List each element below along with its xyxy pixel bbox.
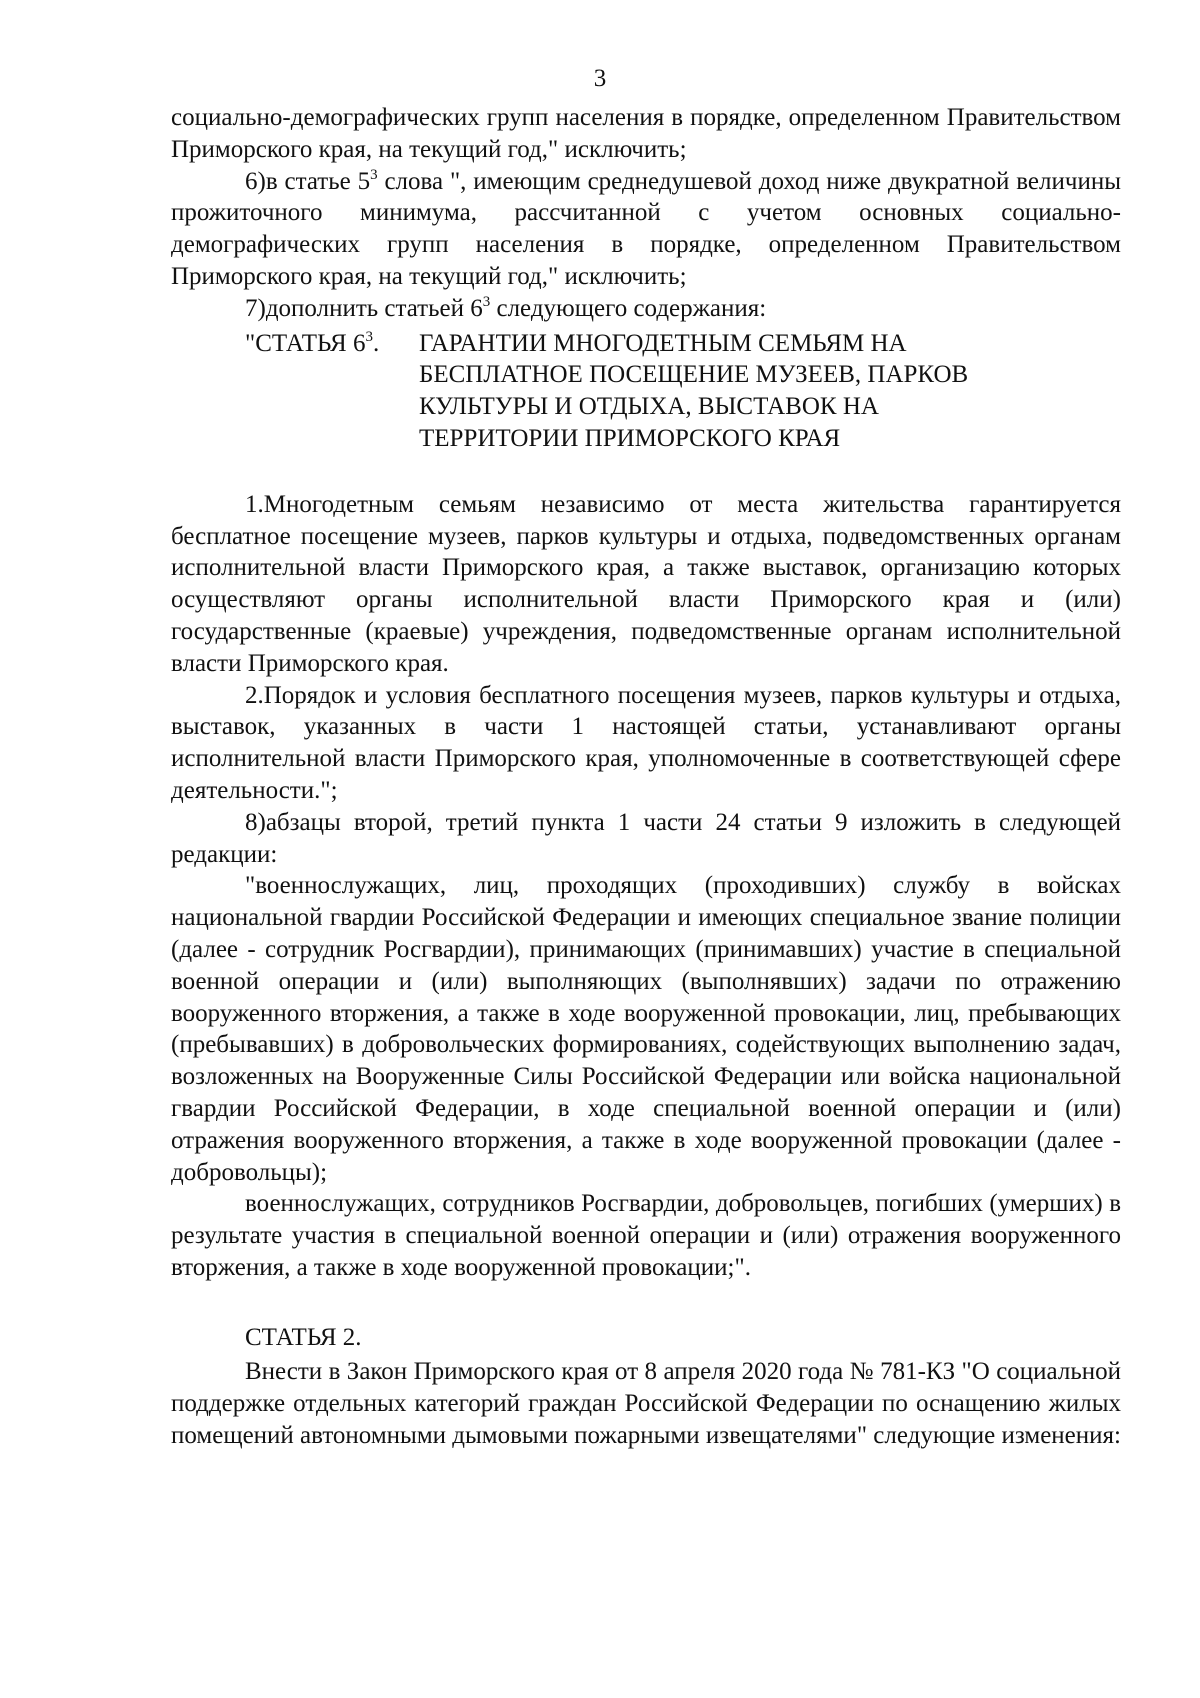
superscript: 3: [370, 166, 378, 183]
superscript: 3: [482, 293, 491, 310]
article-title: ГАРАНТИИ МНОГОДЕТНЫМ СЕМЬЯМ НА БЕСПЛАТНОЕ ПОСЕЩЕНИЕ МУЗЕЕВ, ПАРКОВ КУЛЬТУРЫ И ОТДЫХА, ВЫСТАВОК НА ТЕРРИТОРИИ ПРИМОРСКОГО КРАЯ: [419, 329, 969, 452]
paragraph: 1.Многодетным семьям независимо от места жительства гарантируется бесплатное посещение музеев, парков культуры и отдыха, подведомственных органам исполнительной власти Приморского края, а также выставок, организацию которых осуществляют органы исполнительной власти Приморского края и (или) государственные (краевые) учреждения, подведомственные органам исполнительной власти Приморского края.: [171, 490, 1121, 677]
spacer: [171, 455, 1121, 489]
item-7-text: следующего содержания:: [490, 294, 767, 322]
paragraph: военнослужащих, сотрудников Росгвардии, добровольцев, погибших (умерших) в результате участия в специальной военной операции и (или) отражения вооруженного вторжения, а также в ходе вооруженной провокации;".: [171, 1190, 1121, 1281]
article-number: [171, 328, 419, 455]
paragraph-item-7: [171, 293, 1121, 325]
article-2-heading: СТАТЬЯ 2.: [245, 1323, 362, 1351]
article-number-dot: .: [372, 329, 380, 357]
article-number-text: "СТАТЬЯ 6: [245, 329, 366, 357]
paragraph: социально-демографических групп населения в порядке, определенном Правительством Приморского края, на текущий год," исключить;: [171, 104, 1121, 163]
item-6-text: слова ", имеющим среднедушевой доход ниже двукратной величины прожиточного минимума, рассчитанной с учетом основных социально-демографических групп населения в порядке, определенном Правительством Приморского края, на текущий год," исключить;: [171, 167, 1122, 290]
paragraph: "военнослужащих, лиц, проходящих (проходивших) службу в войсках национальной гвардии Российской Федерации и имеющих специальное звание полиции (далее - сотрудник Росгвардии), принимающих (принимавших) участие в специальной военной операции и (или) выполняющих (выполнявших) задачи по отражению вооруженного вторжения, а также в ходе вооруженной провокации, лиц, пребывающих (пребывавших) в добровольческих формированиях, содействующих выполнению задач, возложенных на Вооруженные Силы Российской Федерации или войска национальной гвардии Российской Федерации, в ходе специальной военной операции и (или) отражения вооруженного вторжения, а также в ходе вооруженной провокации (далее - добровольцы);: [171, 872, 1121, 1186]
article-heading: [171, 328, 1121, 455]
document-body: [171, 102, 1121, 1452]
paragraph-item-6: [171, 166, 1121, 293]
paragraph: Внести в Закон Приморского края от 8 апреля 2020 года № 781-КЗ "О социальной поддержке отдельных категорий граждан Российской Федерации по оснащению жилых помещений автономными дымовыми пожарными извещателями" следующие изменения:: [171, 1358, 1121, 1450]
paragraph: 8)абзацы второй, третий пункта 1 части 24 статьи 9 изложить в следующей редакции:: [171, 808, 1121, 868]
superscript: 3: [365, 328, 373, 345]
item-6-prefix: 6)в статье 5: [245, 167, 371, 195]
spacer: [171, 1284, 1121, 1322]
page-number: 3: [593, 65, 607, 92]
paragraph: 2.Порядок и условия бесплатного посещения музеев, парков культуры и отдыха, выставок, указанных в части 1 настоящей статьи, устанавливают органы исполнительной власти Приморского края, уполномоченные в соответствующей сфере деятельности.";: [171, 681, 1121, 804]
item-7-prefix: 7)дополнить статьей 6: [245, 294, 483, 322]
